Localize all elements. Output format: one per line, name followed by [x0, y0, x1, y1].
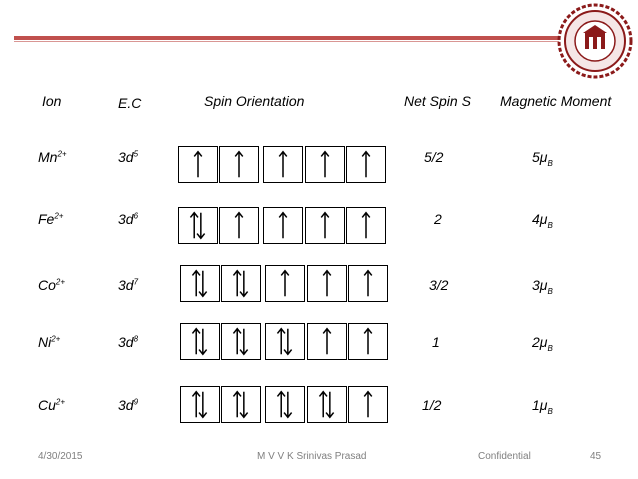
electron-count: 9	[133, 397, 139, 407]
moment-number: 4μ	[532, 211, 548, 227]
spin-up-arrow-icon	[349, 324, 387, 359]
ion-charge: 2+	[55, 397, 66, 407]
orbital-box-paired	[221, 386, 261, 423]
spin-up-arrow-icon	[179, 147, 217, 182]
moment-number: 1μ	[532, 397, 548, 413]
orbital-box-paired	[180, 386, 220, 423]
paired-spin-arrows-icon	[266, 387, 304, 422]
ion-label	[38, 211, 63, 227]
orbital-box-unpaired	[265, 265, 305, 302]
orbital-label: 3d	[118, 149, 134, 165]
magnetic-moment-value	[532, 211, 553, 230]
spin-up-arrow-icon	[349, 387, 387, 422]
orbital-box-paired	[307, 386, 347, 423]
orbital-box-unpaired	[178, 146, 218, 183]
orbital-box-unpaired	[219, 146, 259, 183]
ion-label	[38, 334, 60, 350]
header-net-spin: Net Spin S	[404, 93, 471, 109]
spin-up-arrow-icon	[347, 147, 385, 182]
ion-charge: 2+	[57, 149, 67, 159]
orbital-box-paired	[180, 265, 220, 302]
moment-number: 5μ	[532, 149, 548, 165]
orbital-box-unpaired	[263, 146, 303, 183]
moment-subscript: B	[547, 406, 553, 416]
moment-number: 3μ	[532, 277, 548, 293]
header-ec: E.C	[118, 95, 142, 111]
electron-count: 8	[133, 334, 139, 344]
orbital-box-paired	[265, 386, 305, 423]
orbital-box-unpaired	[348, 265, 388, 302]
orbital-box-paired	[221, 323, 261, 360]
net-spin-value: 5/2	[424, 149, 444, 165]
spin-up-arrow-icon	[306, 147, 344, 182]
spin-up-arrow-icon	[349, 266, 387, 301]
ion-label	[38, 149, 67, 165]
orbital-box-unpaired	[307, 323, 347, 360]
electron-count: 6	[133, 211, 139, 221]
orbital-label: 3d	[118, 334, 134, 350]
orbital-box-paired	[265, 323, 305, 360]
paired-spin-arrows-icon	[308, 387, 346, 422]
ion-label	[38, 397, 65, 413]
footer-label: Confidential	[478, 451, 531, 462]
magnetic-moment-value	[532, 334, 553, 353]
electron-configuration	[118, 397, 138, 413]
ion-symbol: Cu	[38, 397, 56, 413]
paired-spin-arrows-icon	[181, 324, 219, 359]
net-spin-value: 2	[434, 211, 442, 227]
header-ion: Ion	[42, 93, 62, 109]
moment-subscript: B	[547, 343, 553, 353]
moment-subscript: B	[547, 220, 553, 230]
electron-count: 5	[133, 149, 139, 159]
spin-up-arrow-icon	[308, 324, 346, 359]
electron-configuration	[118, 149, 138, 165]
orbital-box-unpaired	[346, 146, 386, 183]
ion-charge: 2+	[51, 334, 61, 344]
ion-charge: 2+	[54, 211, 64, 221]
net-spin-value: 1	[432, 334, 440, 350]
ion-charge: 2+	[55, 277, 66, 287]
spin-up-arrow-icon	[264, 208, 302, 243]
paired-spin-arrows-icon	[266, 324, 304, 359]
footer-date: 4/30/2015	[38, 451, 83, 462]
paired-spin-arrows-icon	[222, 387, 260, 422]
header-rule	[14, 36, 562, 40]
orbital-box-paired	[178, 207, 218, 244]
header-rule-thin	[14, 41, 562, 42]
electron-count: 7	[133, 277, 139, 287]
orbital-box-unpaired	[346, 207, 386, 244]
spin-up-arrow-icon	[306, 208, 344, 243]
electron-configuration	[118, 277, 138, 293]
ion-symbol: Ni	[38, 334, 52, 350]
moment-subscript: B	[547, 158, 553, 168]
orbital-box-unpaired	[348, 386, 388, 423]
spin-up-arrow-icon	[347, 208, 385, 243]
electron-configuration	[118, 211, 138, 227]
orbital-box-paired	[180, 323, 220, 360]
footer-page: 45	[590, 451, 602, 462]
spin-up-arrow-icon	[264, 147, 302, 182]
spin-up-arrow-icon	[220, 208, 258, 243]
paired-spin-arrows-icon	[222, 266, 260, 301]
spin-up-arrow-icon	[266, 266, 304, 301]
paired-spin-arrows-icon	[181, 387, 219, 422]
orbital-box-unpaired	[307, 265, 347, 302]
net-spin-value: 3/2	[429, 277, 449, 293]
paired-spin-arrows-icon	[181, 266, 219, 301]
footer-author: M V V K Srinivas Prasad	[257, 451, 367, 462]
magnetic-moment-value	[532, 149, 553, 168]
header-magnetic-moment: Magnetic Moment	[500, 93, 612, 109]
university-seal-icon	[557, 3, 633, 79]
orbital-box-unpaired	[348, 323, 388, 360]
orbital-label: 3d	[118, 277, 134, 293]
orbital-box-paired	[221, 265, 261, 302]
magnetic-moment-value	[532, 397, 553, 416]
ion-symbol: Mn	[38, 149, 58, 165]
header-spin-orientation: Spin Orientation	[204, 93, 305, 109]
ion-symbol: Fe	[38, 211, 55, 227]
paired-spin-arrows-icon	[222, 324, 260, 359]
orbital-label: 3d	[118, 211, 134, 227]
orbital-box-unpaired	[305, 146, 345, 183]
net-spin-value: 1/2	[422, 397, 442, 413]
moment-number: 2μ	[532, 334, 548, 350]
orbital-box-unpaired	[263, 207, 303, 244]
moment-subscript: B	[547, 286, 553, 296]
orbital-box-unpaired	[305, 207, 345, 244]
spin-up-arrow-icon	[308, 266, 346, 301]
magnetic-moment-value	[532, 277, 553, 296]
paired-spin-arrows-icon	[179, 208, 217, 243]
electron-configuration	[118, 334, 138, 350]
orbital-box-unpaired	[219, 207, 259, 244]
spin-up-arrow-icon	[220, 147, 258, 182]
ion-symbol: Co	[38, 277, 56, 293]
ion-label	[38, 277, 65, 293]
orbital-label: 3d	[118, 397, 134, 413]
